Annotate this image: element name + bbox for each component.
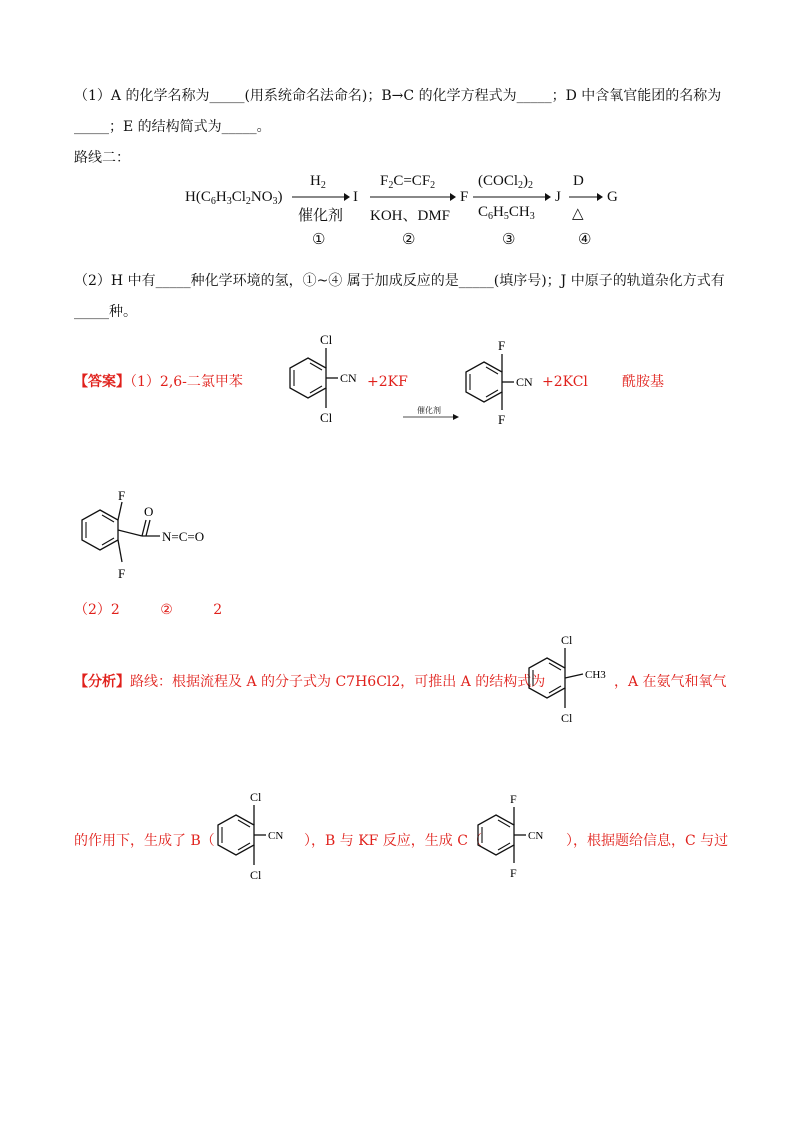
step2-reagent: $F_2C=CF_2$ xyxy=(380,173,436,191)
q2-line2: _____种。 xyxy=(74,304,137,320)
cl-bottom-label: Cl xyxy=(320,410,333,425)
analysis-tag: 【分析】 xyxy=(74,674,130,690)
cl-bottom-label-a: Cl xyxy=(561,711,573,725)
step4-arrow xyxy=(569,192,603,202)
step-number-4: ④ xyxy=(578,232,592,248)
group-name: 酰胺基 xyxy=(622,374,664,390)
step3-arrow xyxy=(473,192,551,202)
cn-label-c: CN xyxy=(528,830,544,842)
step2-arrow xyxy=(370,192,456,202)
answer-arrow-label: 催化剂 xyxy=(417,406,441,415)
f-top-label: F xyxy=(498,338,506,353)
step4-reagent: D xyxy=(573,173,584,189)
cl-top-label-b: Cl xyxy=(250,790,262,804)
analysis-line1 xyxy=(74,673,545,691)
step-number-1: ① xyxy=(312,232,326,248)
step3-condition: $C_6H_5CH_3$ xyxy=(478,204,535,222)
q1-line2: _____；E 的结构简式为_____。 xyxy=(74,119,271,135)
f-top-label-c: F xyxy=(510,792,517,806)
f-top-label-e: F xyxy=(118,488,126,503)
f-bottom-label-e: F xyxy=(118,566,126,581)
q2-line1: （2）H 中有_____种化学环境的氢，①~④ 属于加成反应的是_____(填序号)；J 中原子的轨道杂化方式有 xyxy=(74,273,725,289)
molecule-c xyxy=(466,785,566,885)
step2-condition: KOH、DMF xyxy=(370,208,451,224)
step3-reagent: $(COCl_2)_2$ xyxy=(478,173,534,191)
route2-label: 路线二： xyxy=(74,150,130,166)
answer-part1: （1）2,6-二氯甲苯 xyxy=(130,374,243,390)
start-compound: $H(C_6H_3Cl_2NO_3)$ xyxy=(185,189,283,207)
molecule-difluorobenzonitrile xyxy=(450,330,550,430)
reaction-scheme xyxy=(180,170,640,260)
cl-top-label: Cl xyxy=(320,332,333,347)
molecule-b xyxy=(206,785,306,885)
analysis-line2-c: ），根据题给信息，C 与过 xyxy=(566,833,729,849)
molecule-dichlorobenzonitrile xyxy=(270,326,370,426)
analysis-line2-b: ），B 与 KF 反应，生成 C（ xyxy=(304,833,482,849)
step1-arrow xyxy=(292,192,350,202)
cn-label: CN xyxy=(340,371,357,385)
ch3-label: CH3 xyxy=(585,669,606,681)
analysis-line2-a: 的作用下，生成了 B（ xyxy=(74,833,215,849)
intermediate-f: F xyxy=(460,189,469,205)
answer-tag xyxy=(74,373,243,391)
answer-tag-label: 【答案】 xyxy=(74,374,130,390)
analysis-line1-a: 路线：根据流程及 A 的分子式为 C7H6Cl2，可推出 A 的结构式为 xyxy=(130,674,546,690)
step1-reagent: $H_2$ xyxy=(310,173,326,191)
plus-kf: +2KF xyxy=(367,374,408,390)
f-bottom-label-c: F xyxy=(510,866,517,880)
isocyanate-label: N=C=O xyxy=(162,529,205,544)
molecule-e-structure xyxy=(64,484,254,584)
intermediate-i: I xyxy=(353,189,358,205)
o-label: O xyxy=(144,504,154,519)
q1-line1: （1）A 的化学名称为_____(用系统命名法命名)；B→C 的化学方程式为_____；D 中含氧官能团的名称为 xyxy=(74,88,722,104)
step-number-3: ③ xyxy=(502,232,516,248)
step-number-2: ② xyxy=(402,232,416,248)
molecule-dichlorotoluene xyxy=(517,628,617,728)
cl-bottom-label-b: Cl xyxy=(250,868,262,882)
step4-condition: △ xyxy=(572,206,584,222)
intermediate-j: J xyxy=(555,189,561,205)
answer-part2-label: （2）2 xyxy=(74,602,120,618)
analysis-line1-b: ，A 在氨气和氧气 xyxy=(614,674,727,690)
answer-part2-count: 2 xyxy=(213,602,223,618)
answer-part2 xyxy=(74,601,222,619)
step1-condition: 催化剂 xyxy=(298,208,344,224)
cn-label-2: CN xyxy=(516,375,533,389)
product-g: G xyxy=(607,189,618,205)
cn-label-b: CN xyxy=(268,830,284,842)
answer-part2-num: ② xyxy=(160,602,173,618)
f-bottom-label: F xyxy=(498,412,506,427)
cl-top-label-a: Cl xyxy=(561,633,573,647)
plus-kcl: +2KCl xyxy=(542,374,588,390)
